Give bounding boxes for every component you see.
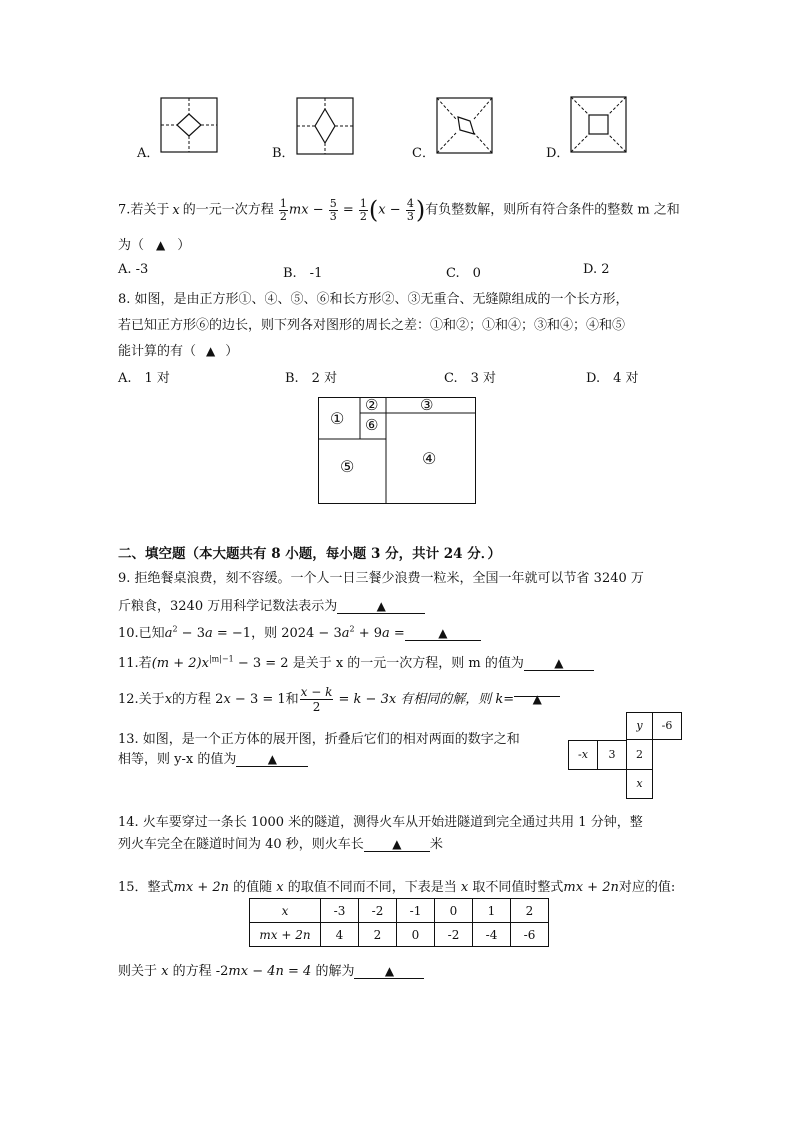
q8-region-2: ② [365,396,379,414]
q13-line2: 相等，则 y-x 的值为 ▲ [118,748,308,767]
q8-option-b: B. 2 对 [285,371,338,386]
q12-answer-blank[interactable]: ▲ [514,682,560,697]
table-cell: -3 [321,899,359,923]
option-a-label: A． [137,146,160,161]
net-cell-neg6: -6 [652,712,682,740]
q7-option-c: C. 0 [446,266,481,281]
table-cell: -4 [473,923,511,947]
q7-option-a: A. -3 [118,262,149,277]
table-cell: 0 [397,923,435,947]
table-row [250,923,549,947]
figure-c-quad [458,117,474,134]
table-cell: -2 [359,899,397,923]
figure-b-rhombus [315,109,335,143]
q14-line1: 14. 火车要穿过一条长 1000 米的隧道，测得火车从开始进隧道到完全通过共用 1 分钟，整 [118,815,643,830]
q7-option-b: B. -1 [283,266,323,281]
table-header-expr: mx + 2n [250,923,321,947]
q8-option-a: A. 1 对 [118,371,170,386]
net-cell-y: y [626,712,653,740]
q8-region-3: ③ [420,396,434,414]
q10-line: 10.已知$a^2 - 3a = -1$，则 $2024 - 3a^2 + 9a$ = ▲ [118,622,481,641]
q7-line2: 为（ ▲ ） [118,238,191,253]
figure-a-rhombus [177,114,201,136]
q7-frac4: $\frac{4}{3}$ [406,196,414,223]
table-cell: 4 [321,923,359,947]
q13-answer-blank[interactable]: ▲ [236,752,308,767]
table-cell: -1 [397,899,435,923]
q7-frac1: $\frac{1}{2}$ [279,196,287,223]
option-c-label: C． [412,146,435,161]
q7-frac2: $\frac{5}{3}$ [329,196,337,223]
q8-line1: 8. 如图，是由正方形①、④、⑤、⑥和长方形②、③无重合、无缝隙组成的一个长方形， [118,292,629,307]
q12-frac: $\frac{x - k}{2}$ [300,685,333,714]
option-d-label: D． [546,146,570,161]
q11-answer-blank[interactable]: ▲ [524,656,594,671]
figure-c-svg [436,97,494,155]
table-cell: 2 [359,923,397,947]
q10-answer-blank[interactable]: ▲ [405,626,481,641]
q8-region-6: ⑥ [365,416,379,434]
table-row [250,899,549,923]
q8-region-1: ① [330,409,345,428]
q14-line2: 列火车完全在隧道时间为 40 秒，则火车长 ▲ 米 [118,837,443,852]
q14-answer-blank[interactable]: ▲ [364,837,430,852]
q9-line1: 9. 拒绝餐桌浪费，刻不容缓。一个人一日三餐少浪费一粒米，全国一年就可以节省 3240 万 [118,571,644,586]
q8-region-5: ⑤ [340,457,355,476]
table-cell: 2 [511,899,549,923]
table-cell: 0 [435,899,473,923]
table-cell: 1 [473,899,511,923]
q8-region-4: ④ [422,449,437,468]
q8-figure [318,397,476,504]
q11-line: 11.若$(m + 2)x^{|m|-1} - 3 = 2$ 是关于 x 的一元一次方程，则 m 的值为 ▲ [118,652,594,671]
q15-answer-blank[interactable]: ▲ [354,964,424,979]
figure-a-svg [160,97,220,153]
q8-option-d: D. 4 对 [586,371,639,386]
figure-d-inner-square [589,115,608,134]
q8-line2: 若已知正方形⑥的边长，则下列各对图形的周长之差：①和②；①和④；③和④；④和⑤ [118,318,626,333]
net-cell-negx: -x [568,740,598,770]
q15-line1: 15．整式mx + 2n 的值随 x 的取值不同而不同，下表是当 x 取不同值时整式mx + 2n对应的值: [118,880,676,895]
net-cell-2: 2 [626,739,653,770]
q7-line1: 7.若关于 x 的一元一次方程 $\frac{1}{2}$ mx − $\frac{5}{3}$ = $\frac{1}{2}$ (x − $\frac{4}{3}$ )有负整数解，则所有符合条件的整数 m 之和 [118,196,680,224]
q9-line2: 斤粮食，3240 万用科学记数法表示为 ▲ [118,595,425,614]
q7-option-d: D. 2 [583,262,610,277]
option-b-label: B． [272,146,295,161]
cube-net [568,712,686,800]
q8-option-c: C. 3 对 [444,371,497,386]
table-cell: -2 [435,923,473,947]
net-cell-3: 3 [597,740,627,770]
q12-line: 12.关于x的方程 2x − 3 = 1和 $\frac{x - k}{2}$ = k − 3x 有相同的解，则 k= ▲ [118,682,560,716]
q15-value-table [249,898,549,947]
figure-b-svg [296,97,356,155]
q13-line1: 13. 如图，是一个正方体的展开图，折叠后它们的相对两面的数字之和 [118,732,520,747]
table-header-x: x [250,899,321,923]
section2-title: 二、填空题（本大题共有 8 小题，每小题 3 分，共计 24 分．） [118,546,502,562]
q15-last-line: 则关于 x 的方程 -2mx − 4n = 4 的解为 ▲ [118,960,424,979]
table-cell: -6 [511,923,549,947]
q9-answer-blank[interactable]: ▲ [337,599,425,614]
figure-d-svg [570,96,628,154]
q7-frac3: $\frac{1}{2}$ [359,196,367,223]
figure-options [0,90,794,160]
net-cell-x: x [626,769,653,799]
q8-line3: 能计算的有（ ▲ ） [118,344,239,359]
